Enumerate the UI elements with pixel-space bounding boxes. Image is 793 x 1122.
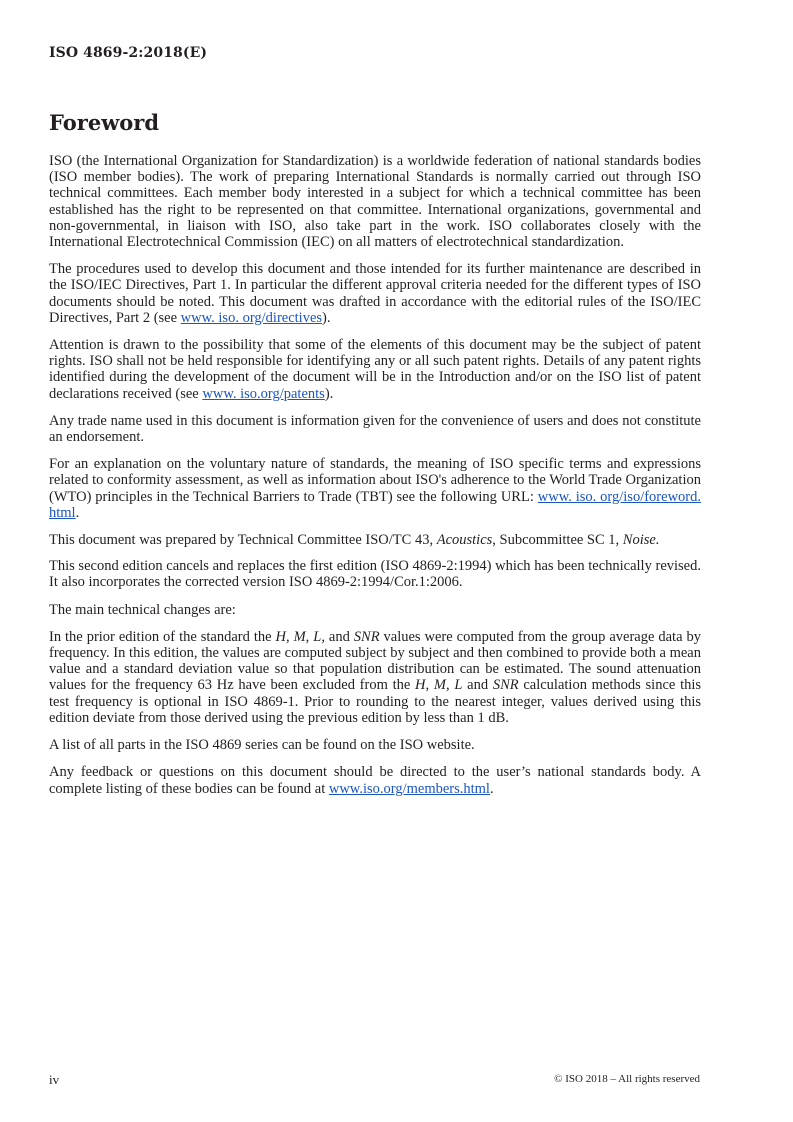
members-link[interactable]: www.iso.org/members.html xyxy=(328,780,490,797)
committee-name: Acoustics xyxy=(436,532,493,549)
paragraph-text: , Subcommittee SC 1, xyxy=(492,532,623,549)
paragraph-changes-intro: The main technical changes are: xyxy=(49,601,236,618)
foreword-body xyxy=(49,153,701,808)
paragraph-patents xyxy=(49,337,701,402)
paragraph-text: In the prior edition of the standard the xyxy=(49,628,276,645)
separator: , xyxy=(425,677,434,694)
paragraph-procedures xyxy=(49,261,701,326)
separator: , xyxy=(285,628,294,645)
paragraph-end: ). xyxy=(322,309,331,326)
paragraph-committee xyxy=(49,532,701,548)
paragraph-end: ). xyxy=(324,385,334,402)
paragraph-feedback xyxy=(49,764,701,796)
separator: , and xyxy=(321,628,354,645)
var-l: L xyxy=(454,677,463,694)
paragraph-text: calculation methods since this test frequency is optional in ISO 4869-1. Prior to rounding to the nearest integer, values derived using this edition deviate from those derived using the previous edition by less than 1 dB. xyxy=(49,677,702,726)
var-snr: SNR xyxy=(492,677,519,694)
paragraph-end: . xyxy=(489,780,494,797)
paragraph-voluntary-nature xyxy=(49,456,701,521)
paragraph-text: The procedures used to develop this document and those intended for its further maintenance are described in the ISO/IEC Directives, Part 1. In particular the different approval criteria needed for the different types of ISO documents should be noted. This document was drafted in accordance with the editorial rules of the ISO/IEC Directives, Part 2 (see xyxy=(49,261,701,326)
separator: , xyxy=(445,677,455,694)
document-id: ISO 4869-2:2018(E) xyxy=(49,45,208,61)
var-h: H xyxy=(415,677,426,694)
paragraph-text: For an explanation on the voluntary nature of standards, the meaning of ISO specific terms and expressions related to conformity assessment, as well as information about ISO's adherence to the World Trade Organization (WTO) principles in the Technical Barriers to Trade (TBT) see the following URL: xyxy=(49,456,701,505)
var-m: M xyxy=(433,677,446,694)
var-l: L xyxy=(313,628,322,645)
page-title: Foreword xyxy=(49,110,160,135)
var-m: M xyxy=(293,628,306,645)
paragraph-end: . xyxy=(75,504,80,521)
patents-link[interactable]: www. iso.org/patents xyxy=(202,385,325,402)
paragraph-text: This document was prepared by Technical Committee ISO/TC 43, xyxy=(49,532,437,549)
paragraph-text: Any feedback or questions on this document should be directed to the user’s national standards body. A complete listing of these bodies can be found at xyxy=(49,764,701,797)
var-h: H xyxy=(275,628,286,645)
paragraph-text: values were computed from the group average data by frequency. In this edition, the values are computed subject by subject and then combined to provide both a mean value and a standard deviation value so that population distribution can be estimated. The sound attenuation values for the frequency 63 Hz have been excluded from the xyxy=(49,628,701,694)
subcommittee-name: Noise. xyxy=(622,532,660,549)
paragraph-changes xyxy=(49,629,701,726)
paragraph-series-list: A list of all parts in the ISO 4869 series can be found on the ISO website. xyxy=(49,737,475,754)
foreword-link[interactable]: www. iso. org/iso/foreword. html xyxy=(49,488,701,521)
paragraph-iso-intro: ISO (the International Organization for Standardization) is a worldwide federation of national standards bodies (ISO member bodies). The work of preparing International Standards is normally carried out through ISO technical committees. Each member body interested in a subject for which a technical committee has been established has the right to be represented on that committee. International organizations, governmental and non-governmental, in liaison with ISO, also take part in the work. ISO collaborates closely with the International Electrotechnical Commission (IEC) on all matters of electrotechnical standardization. xyxy=(49,153,701,251)
var-snr: SNR xyxy=(353,628,380,645)
paragraph-text: Attention is drawn to the possibility that some of the elements of this document may be the subject of patent rights. ISO shall not be held responsible for identifying any or all such patent rights. Details of any patent rights identified during the development of the document will be in the Introduction and/or on the ISO list of patent declarations received (see xyxy=(49,337,701,402)
paragraph-trade-name: Any trade name used in this document is information given for the convenience of users and does not constitute an endorsement. xyxy=(49,412,701,446)
page-number: iv xyxy=(49,1072,60,1087)
separator: , xyxy=(305,628,314,645)
paragraph-edition: This second edition cancels and replaces the first edition (ISO 4869-2:1994) which has been technically revised. It also incorporates the corrected version ISO 4869-2:1994/Cor.1:2006. xyxy=(49,558,701,591)
copyright-notice: © ISO 2018 – All rights reserved xyxy=(554,1073,700,1085)
separator: and xyxy=(462,677,493,694)
directives-link[interactable]: www. iso. org/directives xyxy=(180,309,323,326)
